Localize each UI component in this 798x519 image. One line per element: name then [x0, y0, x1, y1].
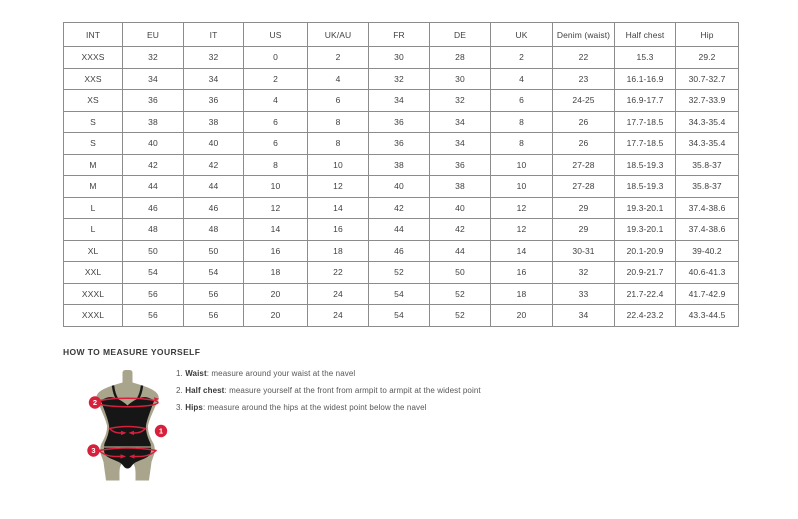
table-cell: 41.7-42.9 — [676, 283, 739, 305]
table-cell: 46 — [123, 197, 184, 219]
table-cell: 35.8-37 — [676, 154, 739, 176]
badge-chest — [89, 396, 101, 408]
measure-section-heading: HOW TO MEASURE YOURSELF — [63, 347, 201, 357]
table-row — [64, 111, 739, 133]
table-cell: 32 — [369, 68, 430, 90]
table-cell: 12 — [308, 176, 369, 198]
table-row — [64, 133, 739, 155]
table-cell: 36 — [369, 111, 430, 133]
table-cell: 56 — [123, 305, 184, 327]
table-cell: 30.7-32.7 — [676, 68, 739, 90]
table-cell: 22.4-23.2 — [615, 305, 676, 327]
svg-text:1: 1 — [158, 426, 164, 436]
column-header: US — [244, 23, 308, 47]
table-cell: 0 — [244, 47, 308, 69]
table-cell: 8 — [244, 154, 308, 176]
table-cell: 39-40.2 — [676, 240, 739, 262]
size-conversion-table — [63, 22, 739, 327]
table-cell: 46 — [184, 197, 244, 219]
table-cell: 32 — [184, 47, 244, 69]
table-cell: 18.5-19.3 — [615, 154, 676, 176]
table-cell: 16 — [244, 240, 308, 262]
table-cell: 15.3 — [615, 47, 676, 69]
table-cell: 54 — [369, 283, 430, 305]
table-cell: 17.7-18.5 — [615, 133, 676, 155]
table-cell: 24-25 — [553, 90, 615, 112]
table-cell: 54 — [123, 262, 184, 284]
table-cell: 37.4-38.6 — [676, 197, 739, 219]
table-cell: 40.6-41.3 — [676, 262, 739, 284]
column-header: Half chest — [615, 23, 676, 47]
table-cell: 56 — [184, 305, 244, 327]
table-cell: 8 — [491, 133, 553, 155]
table-cell: S — [64, 133, 123, 155]
table-cell: 48 — [123, 219, 184, 241]
table-cell: 14 — [491, 240, 553, 262]
table-cell: 42 — [369, 197, 430, 219]
table-cell: 36 — [369, 133, 430, 155]
table-cell: 43.3-44.5 — [676, 305, 739, 327]
column-header: UK/AU — [308, 23, 369, 47]
table-cell: 2 — [491, 47, 553, 69]
svg-text:3: 3 — [91, 446, 96, 456]
measure-instruction: 1. Waist: measure around your waist at the navel — [176, 369, 356, 378]
table-cell: 4 — [491, 68, 553, 90]
table-cell: 10 — [491, 154, 553, 176]
table-row — [64, 240, 739, 262]
table-cell: 2 — [308, 47, 369, 69]
table-cell: 22 — [553, 47, 615, 69]
table-cell: 16 — [491, 262, 553, 284]
table-cell: 42 — [430, 219, 491, 241]
table-cell: 38 — [184, 111, 244, 133]
measure-instruction: 2. Half chest: measure yourself at the front from armpit to armpit at the widest point — [176, 386, 481, 395]
table-cell: XXL — [64, 262, 123, 284]
table-cell: 6 — [244, 133, 308, 155]
table-cell: 52 — [430, 305, 491, 327]
column-header: INT — [64, 23, 123, 47]
table-cell: 34 — [123, 68, 184, 90]
table-cell: 20 — [491, 305, 553, 327]
table-cell: 16 — [308, 219, 369, 241]
table-cell: 37.4-38.6 — [676, 219, 739, 241]
table-cell: 54 — [369, 305, 430, 327]
table-cell: 8 — [308, 133, 369, 155]
table-cell: 6 — [244, 111, 308, 133]
table-cell: 14 — [308, 197, 369, 219]
size-table-header-row — [64, 23, 739, 47]
table-cell: XXXL — [64, 283, 123, 305]
table-cell: 36 — [123, 90, 184, 112]
table-cell: 18 — [244, 262, 308, 284]
table-cell: 40 — [184, 133, 244, 155]
table-row — [64, 219, 739, 241]
table-cell: 52 — [369, 262, 430, 284]
table-cell: 50 — [430, 262, 491, 284]
table-cell: L — [64, 219, 123, 241]
table-cell: 56 — [184, 283, 244, 305]
table-cell: 33 — [553, 283, 615, 305]
table-cell: 19.3-20.1 — [615, 197, 676, 219]
table-row — [64, 154, 739, 176]
table-cell: 44 — [123, 176, 184, 198]
table-cell: 52 — [430, 283, 491, 305]
table-cell: 50 — [184, 240, 244, 262]
table-cell: XS — [64, 90, 123, 112]
table-cell: 17.7-18.5 — [615, 111, 676, 133]
table-cell: 46 — [369, 240, 430, 262]
table-cell: 18 — [491, 283, 553, 305]
table-cell: 29 — [553, 219, 615, 241]
table-cell: XXS — [64, 68, 123, 90]
column-header: FR — [369, 23, 430, 47]
table-cell: 20.9-21.7 — [615, 262, 676, 284]
table-cell: 6 — [308, 90, 369, 112]
table-cell: 40 — [430, 197, 491, 219]
table-cell: 16.9-17.7 — [615, 90, 676, 112]
table-cell: 4 — [244, 90, 308, 112]
table-cell: XL — [64, 240, 123, 262]
table-cell: 34.3-35.4 — [676, 111, 739, 133]
table-cell: L — [64, 197, 123, 219]
table-cell: 26 — [553, 133, 615, 155]
badge-waist — [155, 425, 167, 437]
column-header: EU — [123, 23, 184, 47]
table-cell: 12 — [491, 197, 553, 219]
table-cell: 27-28 — [553, 176, 615, 198]
table-cell: 36 — [184, 90, 244, 112]
table-cell: XXXL — [64, 305, 123, 327]
table-cell: 18 — [308, 240, 369, 262]
table-cell: 34 — [369, 90, 430, 112]
table-cell: 24 — [308, 283, 369, 305]
table-cell: 30-31 — [553, 240, 615, 262]
table-cell: 34 — [553, 305, 615, 327]
table-cell: 10 — [491, 176, 553, 198]
table-cell: 4 — [308, 68, 369, 90]
table-cell: 20.1-20.9 — [615, 240, 676, 262]
table-row — [64, 262, 739, 284]
table-cell: 12 — [491, 219, 553, 241]
column-header: Hip — [676, 23, 739, 47]
table-cell: XXXS — [64, 47, 123, 69]
table-row — [64, 283, 739, 305]
table-row — [64, 47, 739, 69]
table-cell: 19.3-20.1 — [615, 219, 676, 241]
table-row — [64, 68, 739, 90]
table-cell: 27-28 — [553, 154, 615, 176]
table-cell: 20 — [244, 283, 308, 305]
table-cell: 40 — [123, 133, 184, 155]
table-cell: 44 — [430, 240, 491, 262]
column-header: DE — [430, 23, 491, 47]
table-cell: 28 — [430, 47, 491, 69]
table-cell: 30 — [369, 47, 430, 69]
table-row — [64, 90, 739, 112]
table-cell: 54 — [184, 262, 244, 284]
size-table-body — [64, 47, 739, 327]
table-cell: 23 — [553, 68, 615, 90]
table-cell: 34 — [430, 111, 491, 133]
table-cell: 12 — [244, 197, 308, 219]
table-cell: 22 — [308, 262, 369, 284]
table-cell: 32 — [430, 90, 491, 112]
table-cell: M — [64, 176, 123, 198]
table-cell: 24 — [308, 305, 369, 327]
table-cell: 30 — [430, 68, 491, 90]
table-cell: 6 — [491, 90, 553, 112]
table-cell: 40 — [369, 176, 430, 198]
measurement-figure — [84, 369, 172, 482]
table-cell: 36 — [430, 154, 491, 176]
svg-text:2: 2 — [92, 398, 98, 408]
table-row — [64, 176, 739, 198]
table-cell: 34 — [184, 68, 244, 90]
mannequin-illustration-icon — [84, 369, 172, 482]
table-cell: 21.7-22.4 — [615, 283, 676, 305]
table-cell: 42 — [184, 154, 244, 176]
table-row — [64, 305, 739, 327]
table-cell: 38 — [369, 154, 430, 176]
table-cell: S — [64, 111, 123, 133]
table-cell: M — [64, 154, 123, 176]
table-cell: 35.8-37 — [676, 176, 739, 198]
table-cell: 32 — [553, 262, 615, 284]
table-cell: 38 — [430, 176, 491, 198]
table-cell: 26 — [553, 111, 615, 133]
column-header: Denim (waist) — [553, 23, 615, 47]
column-header: UK — [491, 23, 553, 47]
table-cell: 16.1-16.9 — [615, 68, 676, 90]
table-cell: 42 — [123, 154, 184, 176]
table-cell: 18.5-19.3 — [615, 176, 676, 198]
table-cell: 32.7-33.9 — [676, 90, 739, 112]
table-cell: 38 — [123, 111, 184, 133]
table-cell: 34 — [430, 133, 491, 155]
table-cell: 8 — [308, 111, 369, 133]
table-cell: 50 — [123, 240, 184, 262]
table-cell: 10 — [244, 176, 308, 198]
table-cell: 10 — [308, 154, 369, 176]
table-cell: 32 — [123, 47, 184, 69]
table-cell: 44 — [369, 219, 430, 241]
table-cell: 56 — [123, 283, 184, 305]
table-cell: 29 — [553, 197, 615, 219]
table-cell: 48 — [184, 219, 244, 241]
table-row — [64, 197, 739, 219]
table-cell: 44 — [184, 176, 244, 198]
table-cell: 8 — [491, 111, 553, 133]
badge-hips — [87, 444, 99, 456]
table-cell: 34.3-35.4 — [676, 133, 739, 155]
column-header: IT — [184, 23, 244, 47]
table-cell: 14 — [244, 219, 308, 241]
measure-instruction: 3. Hips: measure around the hips at the widest point below the navel — [176, 403, 427, 412]
table-cell: 2 — [244, 68, 308, 90]
table-cell: 20 — [244, 305, 308, 327]
measure-instructions-list — [176, 370, 481, 421]
table-cell: 29.2 — [676, 47, 739, 69]
